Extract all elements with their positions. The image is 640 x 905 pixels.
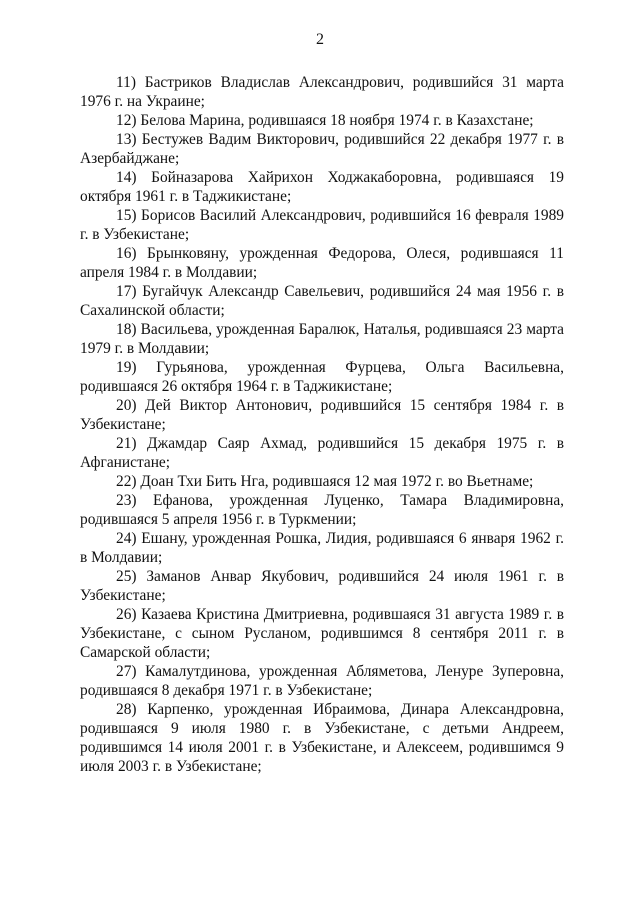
list-entry-27: 27) Камалутдинова, урожденная Абляметова, Ленуре Зуперовна, родившаяся 8 декабря 1971 г. в Узбекистане; <box>80 663 564 699</box>
list-entry-12: 12) Белова Марина, родившаяся 18 ноября 1974 г. в Казахстане; <box>116 112 534 129</box>
list-entry-22: 22) Доан Тхи Бить Нга, родившаяся 12 мая 1972 г. во Вьетнаме; <box>116 473 534 490</box>
citizen-list <box>80 73 564 776</box>
list-entry-11: 11) Бастриков Владислав Александрович, родившийся 31 марта 1976 г. на Украине; <box>80 74 564 110</box>
list-entry-18: 18) Васильева, урожденная Баралюк, Наталья, родившаяся 23 марта 1979 г. в Молдавии; <box>80 321 564 357</box>
list-entry-15: 15) Борисов Василий Александрович, родившийся 16 февраля 1989 г. в Узбекистане; <box>80 207 564 243</box>
list-entry-17: 17) Бугайчук Александр Савельевич, родившийся 24 мая 1956 г. в Сахалинской области; <box>80 283 564 319</box>
list-entry-13: 13) Бестужев Вадим Викторович, родившийся 22 декабря 1977 г. в Азербайджане; <box>80 131 564 167</box>
list-entry-20: 20) Дей Виктор Антонович, родившийся 15 сентября 1984 г. в Узбекистане; <box>80 397 564 433</box>
list-entry-16: 16) Брынковяну, урожденная Федорова, Олеся, родившаяся 11 апреля 1984 г. в Молдавии; <box>80 245 564 281</box>
list-entry-21: 21) Джамдар Саяр Ахмад, родившийся 15 декабря 1975 г. в Афганистане; <box>80 435 564 471</box>
page-number: 2 <box>316 31 324 48</box>
list-entry-26: 26) Казаева Кристина Дмитриевна, родившаяся 31 августа 1989 г. в Узбекистане, с сыном Русланом, родившимся 8 сентября 2011 г. в Самарской области; <box>80 606 564 661</box>
list-entry-24: 24) Ешану, урожденная Рошка, Лидия, родившаяся 6 января 1962 г. в Молдавии; <box>80 530 564 566</box>
list-entry-14: 14) Бойназарова Хайрихон Ходжакаборовна, родившаяся 19 октября 1961 г. в Таджикистане; <box>80 169 564 205</box>
list-entry-23: 23) Ефанова, урожденная Луценко, Тамара Владимировна, родившаяся 5 апреля 1956 г. в Туркмении; <box>80 492 564 528</box>
list-entry-28: 28) Карпенко, урожденная Ибраимова, Динара Александровна, родившаяся 9 июля 1980 г. в Узбекистане, с детьми Андреем, родившимся 14 июля 2001 г. в Узбекистане, и Алексеем, родившимся 9 июля 2003 г. в Узбекистане; <box>80 701 564 775</box>
list-entry-19: 19) Гурьянова, урожденная Фурцева, Ольга Васильевна, родившаяся 26 октября 1964 г. в Таджикистане; <box>80 359 564 395</box>
list-entry-25: 25) Заманов Анвар Якубович, родившийся 24 июля 1961 г. в Узбекистане; <box>80 568 564 604</box>
